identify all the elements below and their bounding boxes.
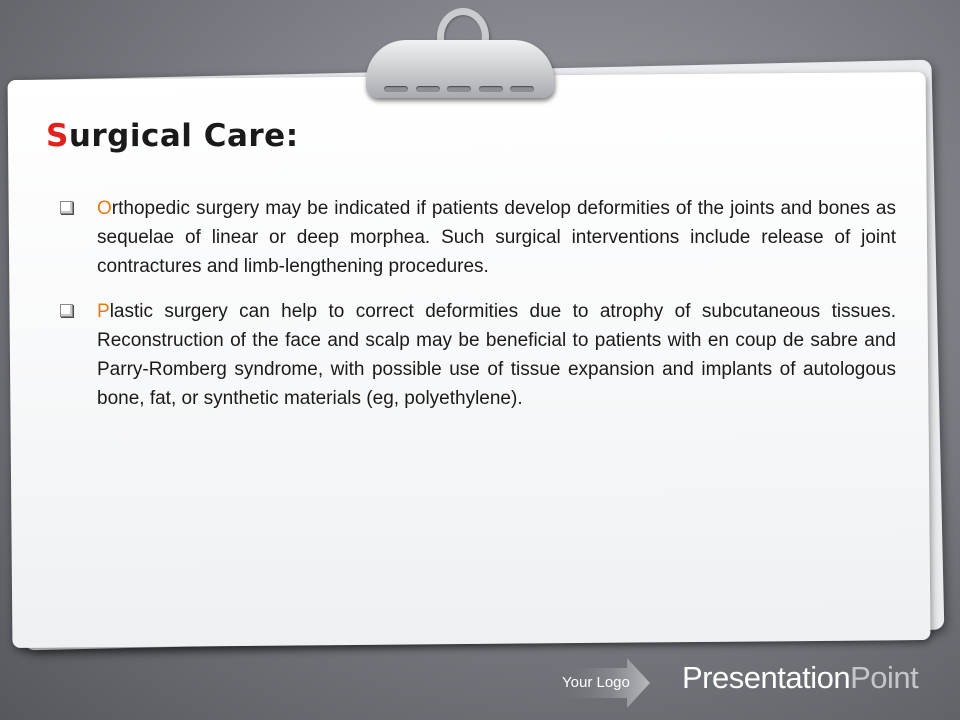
bullet-first-letter: O: [97, 198, 112, 219]
bullet-first-letter: P: [97, 301, 110, 322]
slide-title: [46, 118, 299, 154]
clip-slot: [447, 86, 471, 92]
bullet-body: rthopedic surgery may be indicated if patients develop deformities of the joints and bones as sequelae of linear or deep morphea. Such surgical interventions include release of joint contractures and limb-lengthening procedures.: [97, 198, 896, 277]
bullet-body: lastic surgery can help to correct deformities due to atrophy of subcutaneous tissues. Reconstruction of the face and scalp may be beneficial to patients with en coup de sabre and Parry-Romberg syndrome, with possible use of tissue expansion and implants of autologous bone, fat, or synthetic materials (eg, polyethylene).: [97, 301, 896, 409]
bullet-text: [97, 297, 896, 413]
title-rest: urgical Care:: [68, 118, 299, 154]
clip-slot: [479, 86, 503, 92]
footer: [0, 650, 960, 720]
clip-slot: [510, 86, 534, 92]
your-logo-label: Your Logo: [562, 674, 630, 691]
bullet-text: [97, 194, 896, 281]
bullet-item: [56, 297, 896, 413]
square-bullet-icon: [60, 304, 73, 317]
bullet-item: [56, 194, 896, 281]
clip-slot: [416, 86, 440, 92]
brand-part-2: Point: [850, 660, 919, 695]
title-first-letter: S: [46, 118, 69, 154]
clip-slots: [384, 86, 534, 92]
clip-slot: [384, 86, 408, 92]
brand-wordmark: [682, 660, 918, 696]
square-bullet-icon: [60, 201, 73, 214]
brand-part-1: Presentation: [682, 660, 851, 695]
bullet-list: [56, 194, 896, 429]
